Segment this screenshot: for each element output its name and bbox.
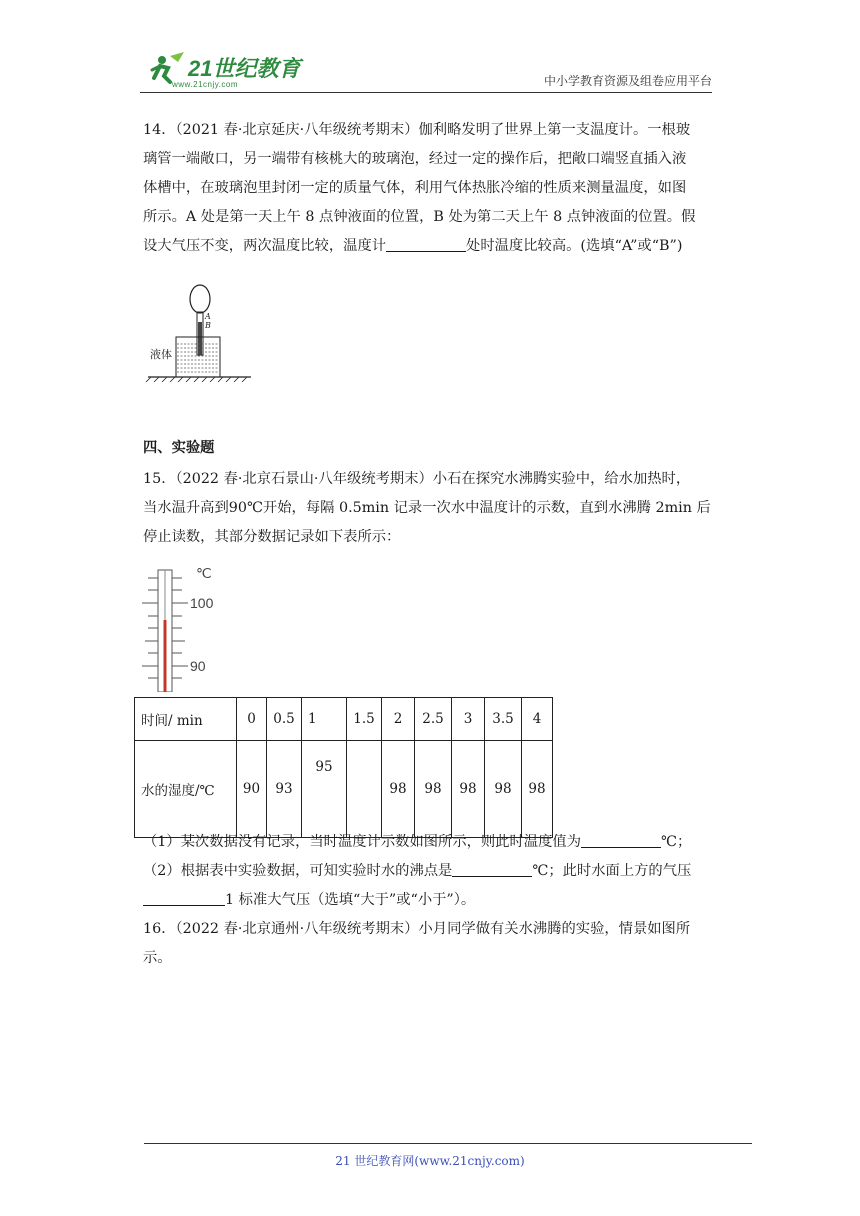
table-cell: 4	[522, 698, 553, 741]
q14-last-line: 设大气压不变，两次温度比较，温度计 处时温度比较高。(选填“A”或“B”)	[143, 238, 683, 254]
table-cell: 3	[452, 698, 485, 741]
q15-sub2-blank-1[interactable]	[452, 862, 532, 877]
label-a: A	[205, 312, 211, 321]
table-cell: 2	[382, 698, 415, 741]
table-row-time	[135, 698, 553, 741]
table-cell: 98	[415, 741, 452, 838]
galileo-thermometer-figure	[143, 282, 258, 384]
q14-line: 璃管一端敞口，另一端带有核桃大的玻璃泡，经过一定的操作后，把敞口端竖直插入液	[143, 151, 687, 167]
table-cell: 98	[485, 741, 522, 838]
table-header-time: 时间/ min	[135, 698, 237, 741]
q14-line: 所示。A 处是第一天上午 8 点钟液面的位置，B 处为第二天上午 8 点钟液面的位置。假	[143, 209, 696, 225]
table-cell: 95	[302, 741, 347, 838]
table-cell: 2.5	[415, 698, 452, 741]
table-cell: 3.5	[485, 698, 522, 741]
label-liquid: 液体	[150, 348, 172, 361]
q15-sub2-line2: 1 标准大气压（选填“大于”或“小于”）。	[143, 886, 718, 915]
table-cell: 1	[302, 698, 347, 741]
q14-line: 14．（2021 春·北京延庆·八年级统考期末）伽利略发明了世界上第一支温度计。一根玻	[143, 122, 691, 138]
unit-label: ℃	[196, 565, 212, 581]
table-cell: 98	[452, 741, 485, 838]
question-15	[143, 465, 718, 552]
q14-line: 体槽中，在玻璃泡里封闭一定的质量气体，利用气体热胀冷缩的性质来测量温度，如图	[143, 180, 687, 196]
q15-sub1: （1）某次数据没有记录，当时温度计示数如图所示，则此时温度值为 ℃；	[143, 834, 692, 850]
section-title: 四、实验题	[143, 440, 215, 456]
mercury-column	[164, 620, 167, 692]
table-row-temperature	[135, 741, 553, 838]
footer-divider	[144, 1143, 752, 1144]
question-14	[143, 116, 718, 261]
q15-line: 15．（2022 春·北京石景山·八年级统考期末）小石在探究水沸腾实验中，给水加热时，	[143, 471, 691, 487]
q15-sub1-blank[interactable]	[581, 833, 661, 848]
table-cell: 0.5	[267, 698, 302, 741]
header-platform-name: 中小学教育资源及组卷应用平台	[543, 74, 712, 88]
table-cell: 98	[522, 741, 553, 838]
q15-sub2-blank-2[interactable]	[143, 891, 225, 906]
logo-text: 21世纪教育	[188, 56, 301, 81]
runner-icon	[152, 52, 184, 82]
q15-sub2: （2）根据表中实验数据，可知实验时水的沸点是 ℃；此时水面上方的气压	[143, 863, 692, 879]
q15-line: 停止读数，其部分数据记录如下表所示：	[143, 529, 401, 545]
q14-answer-blank[interactable]	[386, 237, 466, 252]
table-cell: 98	[382, 741, 415, 838]
table-cell: 0	[237, 698, 267, 741]
table-header-temperature: 水的湿度/℃	[135, 741, 237, 838]
q16-line: 16．（2022 春·北京通州·八年级统考期末）小月同学做有关水沸腾的实验，情景如图所	[143, 921, 691, 937]
question-16	[143, 915, 718, 973]
table-cell: 1.5	[347, 698, 382, 741]
data-table	[134, 697, 553, 838]
table-cell-empty	[347, 741, 382, 838]
logo-site-url: www.21cnjy.com	[172, 80, 238, 89]
footer-link[interactable]: 21 世纪教育网(www.21cnjy.com)	[335, 1154, 525, 1168]
table-cell: 93	[267, 741, 302, 838]
q15-subquestions	[143, 828, 718, 915]
label-b: B	[205, 321, 211, 330]
q16-line: 示。	[143, 950, 172, 966]
tick-label-90: 90	[190, 658, 206, 674]
header-divider	[140, 92, 712, 93]
thermometer-figure	[140, 564, 230, 692]
q15-line: 当水温升高到90℃开始，每隔 0.5min 记录一次水中温度计的示数，直到水沸腾 2min 后	[143, 500, 711, 516]
table-cell: 90	[237, 741, 267, 838]
tick-label-100: 100	[190, 595, 214, 611]
